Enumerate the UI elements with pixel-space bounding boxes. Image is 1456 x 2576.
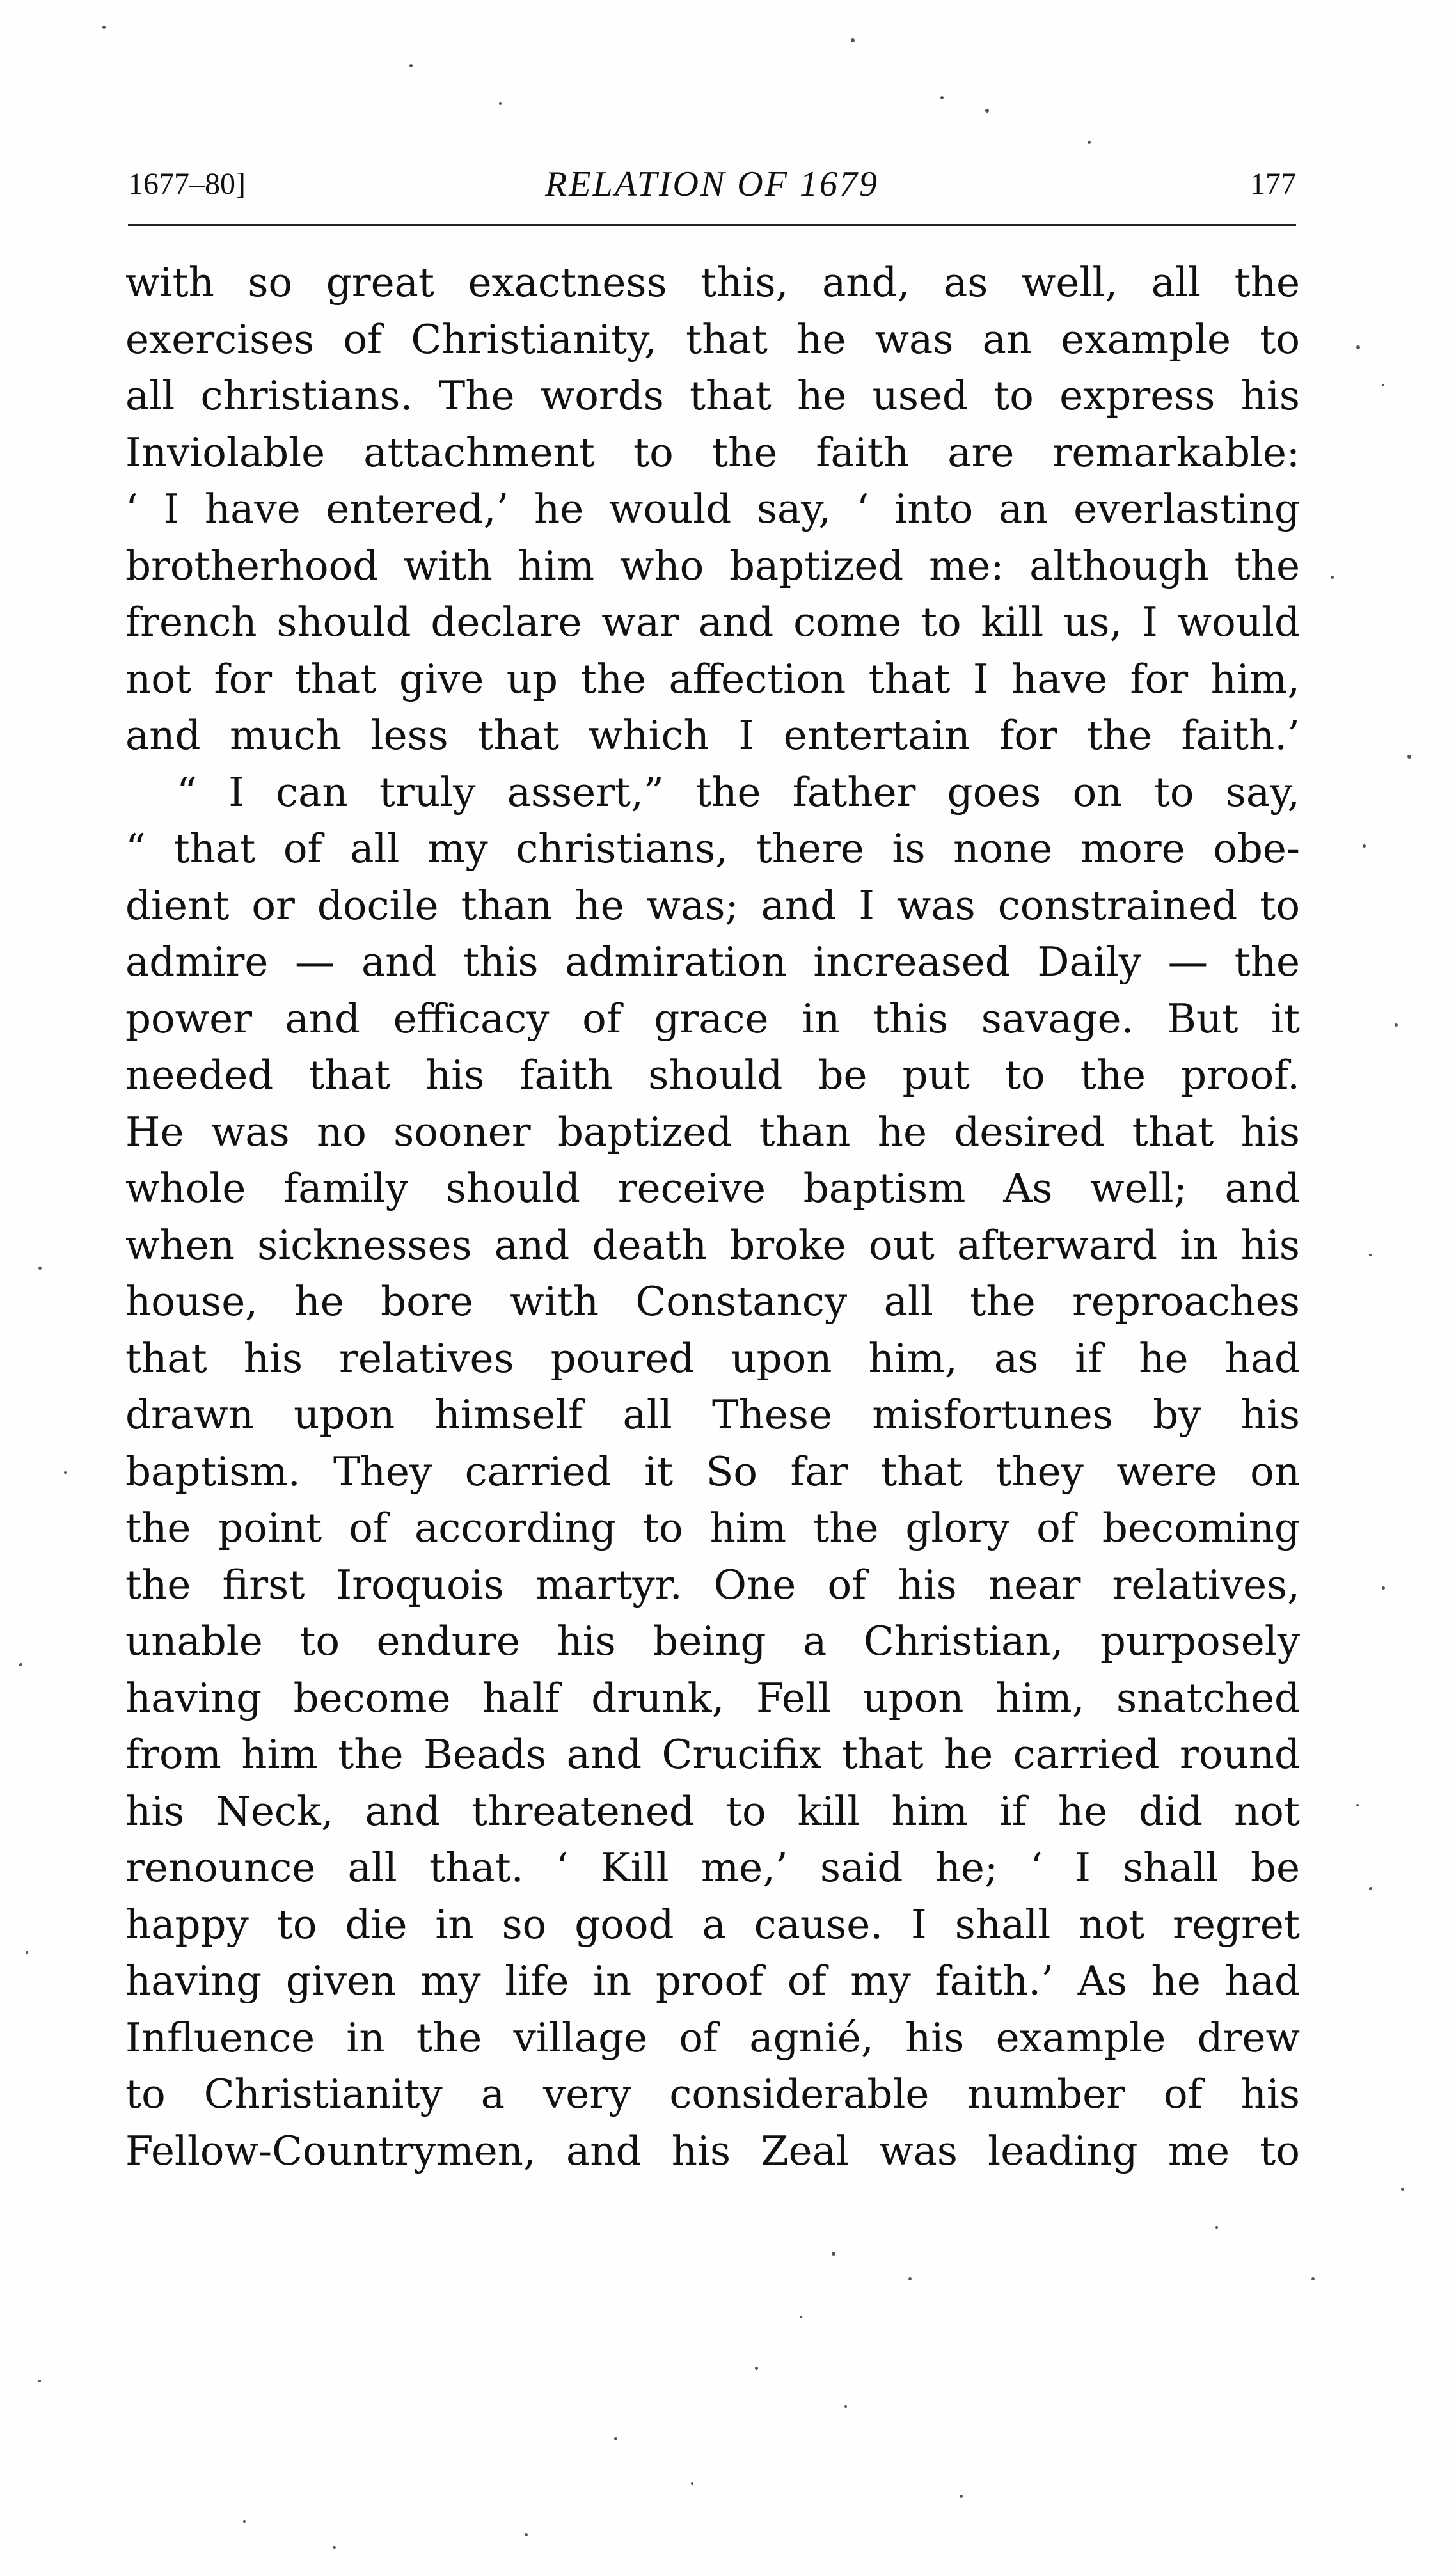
text-line: from him the Beads and Crucifix that he carried round — [125, 1731, 1300, 1778]
speck — [851, 38, 855, 42]
speck — [832, 2252, 835, 2256]
text-line: Inviolable attachment to the faith are remarkable: — [125, 429, 1300, 476]
speck — [1382, 384, 1384, 386]
speck — [102, 26, 106, 29]
speck — [243, 2520, 246, 2523]
speck — [64, 1471, 67, 1474]
text-line: power and efficacy of grace in this savage. But it — [125, 995, 1300, 1042]
speck — [1382, 1586, 1385, 1590]
speck — [1356, 345, 1360, 349]
text-line: unable to endure his being a Christian, purposely — [125, 1618, 1300, 1664]
text-line: the first Iroquois martyr. One of his near relatives, — [125, 1561, 1300, 1608]
speck — [409, 64, 413, 67]
speck — [1407, 755, 1411, 759]
speck — [1311, 2277, 1315, 2280]
text-line: Influence in the village of agnié, his example drew — [125, 2014, 1300, 2061]
speck — [614, 2437, 617, 2440]
speck — [19, 1663, 22, 1666]
text-line: house, he bore with Constancy all the reproaches — [125, 1278, 1300, 1325]
header-rule — [128, 224, 1296, 226]
speck — [985, 109, 989, 113]
running-head-years: 1677–80] — [128, 167, 246, 201]
running-head — [128, 160, 1296, 211]
speck — [1369, 1254, 1372, 1256]
speck — [1088, 141, 1091, 144]
text-line: happy to die in so good a cause. I shall not regret — [125, 1900, 1300, 1948]
text-line: not for that give up the affection that I have for him, — [125, 655, 1300, 702]
text-line: “ that of all my christians, there is none more obe- — [125, 825, 1300, 872]
text-line: exercises of Christianity, that he was an example to — [125, 315, 1300, 363]
speck — [1356, 1804, 1359, 1806]
text-line: his Neck, and threatened to kill him if he did not — [125, 1787, 1300, 1835]
text-line: Fellow-Countrymen, and his Zeal was leading me to — [125, 2127, 1300, 2174]
speck — [960, 2495, 963, 2498]
text-line: baptism. They carried it So far that they were on — [125, 1448, 1300, 1495]
speck — [1401, 2188, 1404, 2191]
body-text — [125, 255, 1300, 2179]
text-line: whole family should receive baptism As well; and — [125, 1165, 1300, 1212]
speck — [844, 2405, 847, 2408]
text-line: dient or docile than he was; and I was constrained to — [125, 881, 1300, 929]
speck — [755, 2367, 758, 2370]
text-line: having become half drunk, Fell upon him, snatched — [125, 1674, 1300, 1721]
text-line: with so great exactness this, and, as well, all the — [125, 259, 1300, 306]
text-line: renounce all that. ‘ Kill me,’ said he; ‘ I shall be — [125, 1844, 1300, 1891]
text-line: “ I can truly assert,” the father goes on to say, — [177, 768, 1300, 816]
speck — [1369, 1887, 1372, 1890]
running-head-title: RELATION OF 1679 — [545, 164, 879, 204]
speck — [525, 2533, 528, 2536]
text-line: all christians. The words that he used to express his — [125, 372, 1300, 419]
speck — [38, 2380, 41, 2382]
text-line: to Christianity a very considerable number of his — [125, 2071, 1300, 2117]
speck — [499, 102, 502, 105]
text-line: drawn upon himself all These misfortunes by his — [125, 1391, 1300, 1438]
speck — [940, 96, 944, 99]
text-line: ‘ I have entered,’ he would say, ‘ into an everlasting — [125, 486, 1300, 532]
text-line: needed that his faith should be put to the proof. — [125, 1052, 1300, 1098]
text-line: the point of according to him the glory of becoming — [125, 1505, 1300, 1551]
text-line: when sicknesses and death broke out afterward in his — [125, 1221, 1300, 1268]
speck — [800, 2316, 802, 2318]
page-number: 177 — [1250, 167, 1296, 201]
speck — [691, 2482, 693, 2485]
text-line: that his relatives poured upon him, as if he had — [125, 1334, 1300, 1382]
speck — [38, 1267, 42, 1270]
speck — [1215, 2226, 1218, 2229]
speck — [1331, 576, 1334, 579]
text-line: He was no sooner baptized than he desired that his — [125, 1108, 1300, 1155]
speck — [1395, 1023, 1398, 1027]
text-line: admire — and this admiration increased Daily — the — [125, 938, 1300, 985]
speck — [333, 2546, 336, 2549]
text-line: brotherhood with him who baptized me: although the — [125, 542, 1300, 589]
text-line: and much less that which I entertain for the faith.’ — [125, 712, 1300, 759]
speck — [1363, 844, 1366, 848]
text-line: french should declare war and come to kill us, I would — [125, 599, 1300, 645]
speck — [26, 1951, 28, 1954]
text-line: having given my life in proof of my faith.’ As he had — [125, 1957, 1300, 2004]
speck — [908, 2277, 912, 2280]
